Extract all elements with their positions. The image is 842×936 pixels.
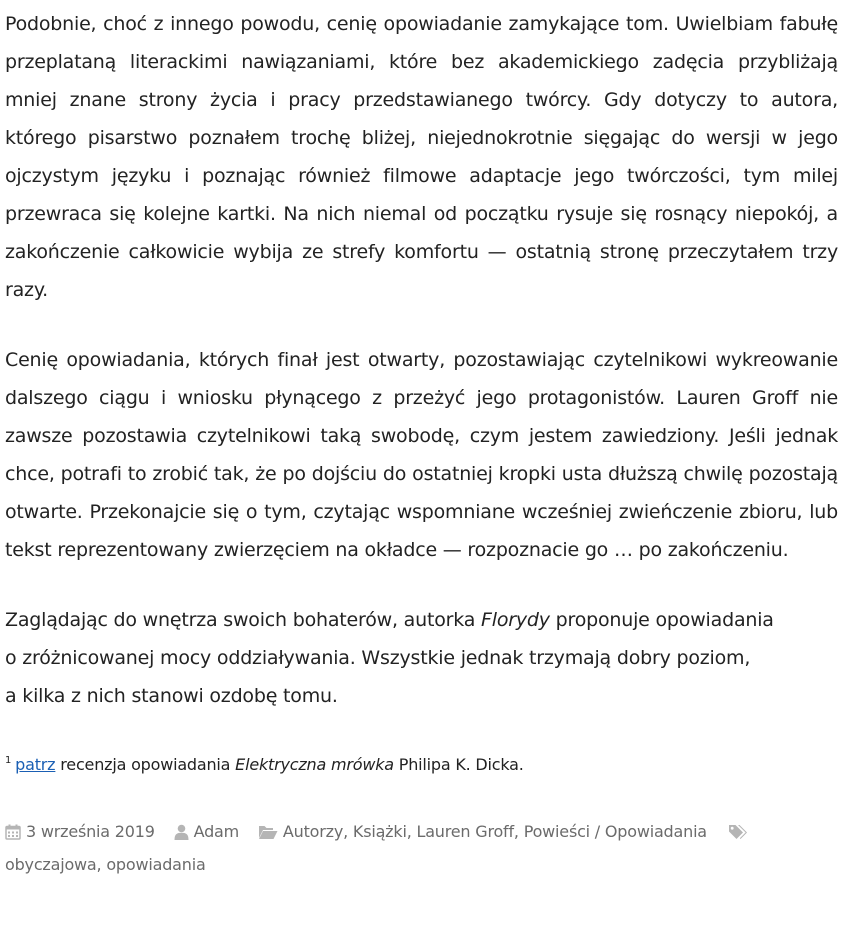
paragraph-1: Podobnie, choć z innego powodu, cenię opowiadanie zamykające tom. Uwielbiam fabułę przeplataną literackimi nawiązaniami, które bez akademickiego zadęcia przybliżają mniej znane strony życia i pracy przedstawianego twórcy. Gdy dotyczy to autora, którego pisarstwo poznałem trochę bliżej, niejednokrotnie sięgając do wersji w jego ojczystym języku i poznając również filmowe adaptacje jego twórczości, tym milej przewraca się kolejne kartki. Na nich niemal od początku rysuje się rosnący niepokój, a zakończenie całkowicie wybija ze strefy komfortu — ostatnią stronę przeczytałem trzy razy. bbox=[5, 13, 838, 301]
post-categories: Autorzy, Książki, Lauren Groff, Powieści / Opowiadania bbox=[258, 822, 712, 841]
paragraph-3 bbox=[5, 601, 838, 715]
book-title: Florydy bbox=[481, 609, 550, 631]
category-link[interactable]: Lauren Groff bbox=[416, 822, 514, 841]
paragraph-3-text: proponuje opowiadania bbox=[549, 609, 774, 631]
paragraph-3-text: Zaglądając do wnętrza swoich bohaterów, autorka bbox=[5, 609, 482, 631]
tags-icon bbox=[728, 820, 748, 850]
folder-icon bbox=[258, 820, 278, 850]
post-date-link[interactable]: 3 września 2019 bbox=[26, 822, 155, 841]
post-date bbox=[5, 822, 160, 841]
paragraph-3-text: a kilka z nich stanowi ozdobę tomu. bbox=[5, 685, 338, 707]
article-body bbox=[5, 0, 838, 880]
footnote bbox=[5, 749, 838, 777]
post-tags: obyczajowa, opowiadania bbox=[5, 855, 206, 874]
footnote-link[interactable]: patrz bbox=[15, 755, 56, 774]
calendar-icon bbox=[5, 820, 21, 850]
user-icon bbox=[174, 820, 189, 850]
paragraph-2: Cenię opowiadania, których finał jest otwarty, pozostawiając czytelnikowi wykreowanie dalszego ciągu i wniosku płynącego z przeżyć jego protagonistów. Lauren Groff nie zawsze pozostawia czytelnikowi taką swobodę, czym jestem zawiedziony. Jeśli jednak chce, potrafi to zrobić tak, że po dojściu do ostatniej kropki usta dłuższą chwilę pozostają otwarte. Przekonajcie się o tym, czytając wspomniane wcześniej zwieńczenie zbioru, lub tekst reprezentowany zwierzęciem na okładce — rozpoznacie go … po zakończeniu. bbox=[5, 349, 838, 561]
footnote-number: 1 bbox=[5, 755, 12, 766]
category-link[interactable]: Powieści / Opowiadania bbox=[523, 822, 707, 841]
footnote-text: Philipa K. Dicka. bbox=[393, 755, 524, 774]
post-author-link[interactable]: Adam bbox=[193, 822, 240, 841]
post-meta bbox=[5, 817, 838, 880]
footnote-text: recenzja opowiadania bbox=[55, 755, 236, 774]
tag-link[interactable]: obyczajowa bbox=[5, 855, 97, 874]
footnote-title: Elektryczna mrówka bbox=[235, 755, 394, 774]
paragraph-3-text: o zróżnicowanej mocy oddziaływania. Wszystkie jednak trzymają dobry poziom, bbox=[5, 647, 751, 669]
category-link[interactable]: Książki bbox=[352, 822, 407, 841]
post-author bbox=[174, 822, 244, 841]
tag-link[interactable]: opowiadania bbox=[106, 855, 206, 874]
category-link[interactable]: Autorzy bbox=[282, 822, 344, 841]
